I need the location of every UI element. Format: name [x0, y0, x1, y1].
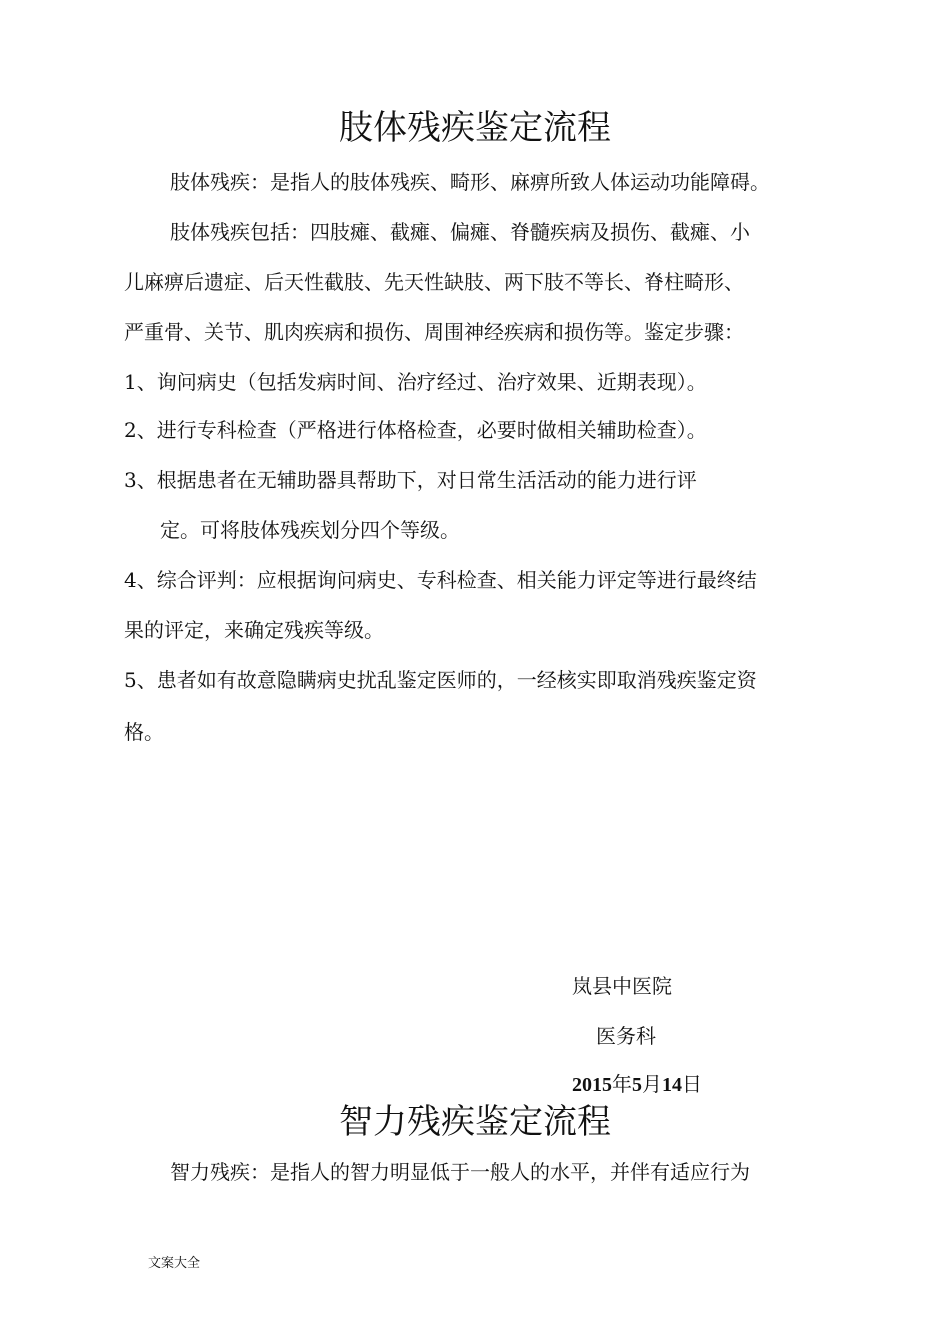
step-5-line: 5、患者如有故意隐瞒病史扰乱鉴定医师的，一经核实即取消残疾鉴定资 — [124, 668, 757, 692]
step-2-line: 2、进行专科检查（严格进行体格检查，必要时做相关辅助检查）。 — [124, 418, 707, 442]
step-4-continuation: 果的评定，来确定残疾等级。 — [124, 618, 384, 642]
date-year: 2015 — [572, 1074, 612, 1096]
date-month-unit: 月 — [642, 1072, 662, 1096]
step-3-continuation: 定。可将肢体残疾划分四个等级。 — [160, 518, 460, 542]
section2-title: 智力残疾鉴定流程 — [339, 1102, 611, 1142]
paragraph-line: 儿麻痹后遗症、后天性截肢、先天性缺肢、两下肢不等长、脊柱畸形、 — [124, 270, 744, 294]
date-day: 14 — [662, 1074, 682, 1096]
signature-dept: 医务科 — [596, 1024, 656, 1048]
signature-org: 岚县中医院 — [572, 974, 672, 998]
date-month: 5 — [632, 1074, 642, 1096]
step-5-continuation: 格。 — [124, 720, 164, 744]
date-year-unit: 年 — [612, 1072, 632, 1096]
signature-date — [572, 1068, 702, 1097]
step-4-line: 4、综合评判：应根据询问病史、专科检查、相关能力评定等进行最终结 — [124, 568, 757, 592]
paragraph-line: 严重骨、关节、肌肉疾病和损伤、周围神经疾病和损伤等。鉴定步骤： — [124, 320, 744, 344]
paragraph-line: 肢体残疾：是指人的肢体残疾、畸形、麻痹所致人体运动功能障碍。 — [170, 170, 770, 194]
paragraph-line: 智力残疾：是指人的智力明显低于一般人的水平，并伴有适应行为 — [170, 1160, 750, 1184]
step-3-line: 3、根据患者在无辅助器具帮助下，对日常生活活动的能力进行评 — [124, 468, 697, 492]
paragraph-line: 肢体残疾包括：四肢瘫、截瘫、偏瘫、脊髓疾病及损伤、截瘫、小 — [170, 220, 750, 244]
footer-text: 文案大全 — [148, 1256, 201, 1271]
date-day-unit: 日 — [682, 1072, 702, 1096]
section1-title: 肢体残疾鉴定流程 — [339, 108, 611, 148]
step-1-line: 1、询问病史（包括发病时间、治疗经过、治疗效果、近期表现）。 — [124, 370, 707, 394]
